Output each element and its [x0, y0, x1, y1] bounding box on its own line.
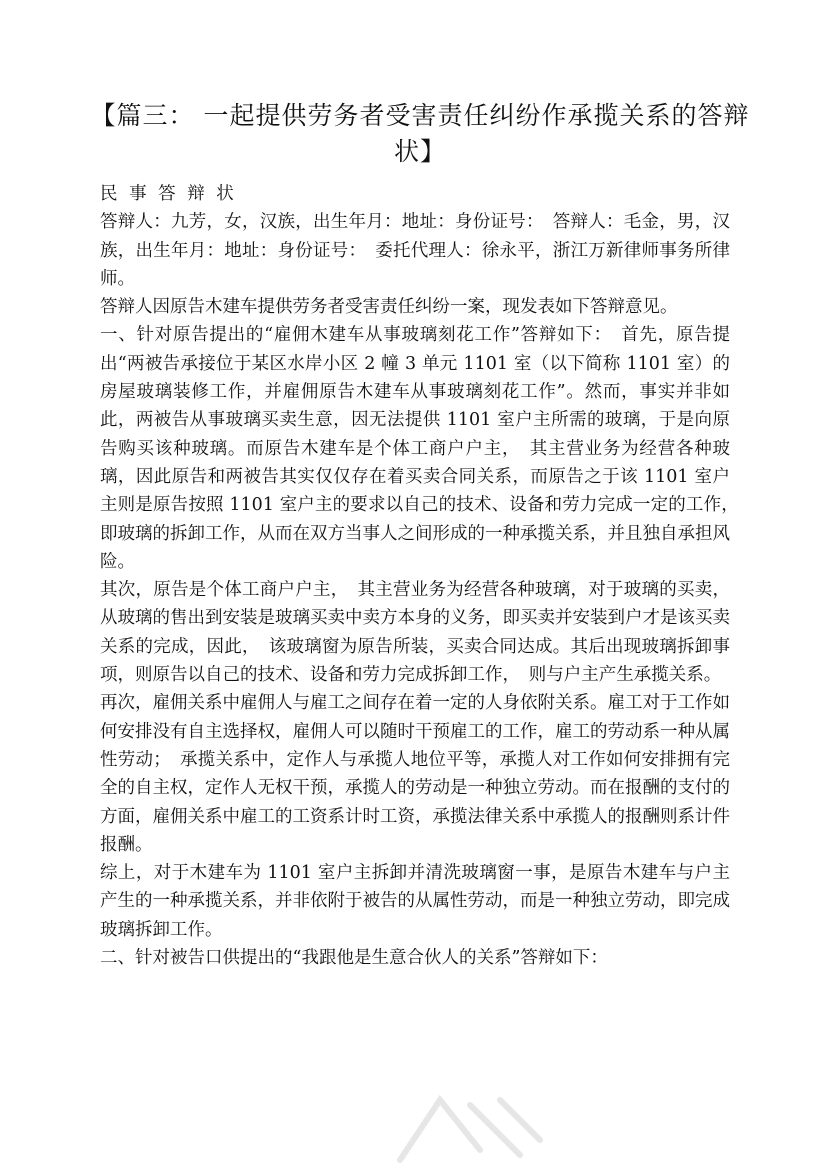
- document-title: 【篇三： 一起提供劳务者受害责任纠纷作承揽关系的答辩状】: [90, 101, 750, 166]
- watermark-icon: [380, 1080, 550, 1170]
- third-point-paragraph: 再次，雇佣关系中雇佣人与雇工之间存在着一定的人身依附关系。雇工对于工作如何安排没有自主选择权，雇佣人可以随时干预雇工的工作，雇工的劳动系一种从属性劳动； 承揽关系中，定作人与承揽人地位平等，承揽人对工作如何安排拥有完全的自主权，定作人无权干预，承揽人的劳动是一种独立劳动。而在报酬的支付的方面，雇佣关系中雇工的工资系计时工资，承揽法律关系中承揽人的报酬则系计件报酬。: [100, 693, 730, 855]
- second-point-paragraph: 其次，原告是个体工商户户主， 其主营业务为经营各种玻璃，对于玻璃的买卖，从玻璃的售出到安装是玻璃买卖中卖方本身的义务，即买卖并安装到户才是该买卖关系的完成，因此， 该玻璃窗为原告所装，买卖合同达成。其后出现玻璃拆卸事项，则原告以自己的技术、设备和劳力完成拆卸工作， 则与户主产生承揽关系。: [100, 580, 730, 686]
- parties-paragraph: 答辩人：九芳，女，汉族，出生年月：地址：身份证号： 答辩人：毛金，男，汉族，出生年月：地址：身份证号： 委托代理人：徐永平，浙江万新律师事务所律师。: [100, 212, 730, 289]
- doc-heading: 民 事 答 辩 状: [100, 184, 237, 204]
- document-body: [100, 180, 748, 972]
- section-one-paragraph: 一、针对原告提出的“雇佣木建车从事玻璃刻花工作”答辩如下： 首先，原告提出“两被告承接位于某区水岸小区 2 幢 3 单元 1101 室（以下简称 1101 室）的房屋玻璃装修工作，并雇佣原告木建车从事玻璃刻花工作”。然而，事实并非如此，两被告从事玻璃买卖生意，因无法提供 1101 室户主所需的玻璃，于是向原告购买该种玻璃。而原告木建车是个体工商户户主， 其主营业务为经营各种玻璃，因此原告和两被告其实仅仅存在着买卖合同关系，而原告之于该 1101 室户主则是原告按照 1101 室户主的要求以自己的技术、设备和劳力完成一定的工作， 即玻璃的拆卸工作，从而在双方当事人之间形成的一种承揽关系，并且独自承担风险。: [100, 325, 748, 572]
- section-two-heading: 二、针对被告口供提出的“我跟他是生意合伙人的关系”答辩如下：: [100, 948, 608, 969]
- summary-paragraph: 综上，对于木建车为 1101 室户主拆卸并清洗玻璃窗一事，是原告木建车与户主产生的一种承揽关系，并非依附于被告的从属性劳动，而是一种独立劳动，即完成玻璃拆卸工作。: [100, 863, 730, 940]
- intro-paragraph: 答辩人因原告木建车提供劳务者受害责任纠纷一案，现发表如下答辩意见。: [100, 297, 678, 318]
